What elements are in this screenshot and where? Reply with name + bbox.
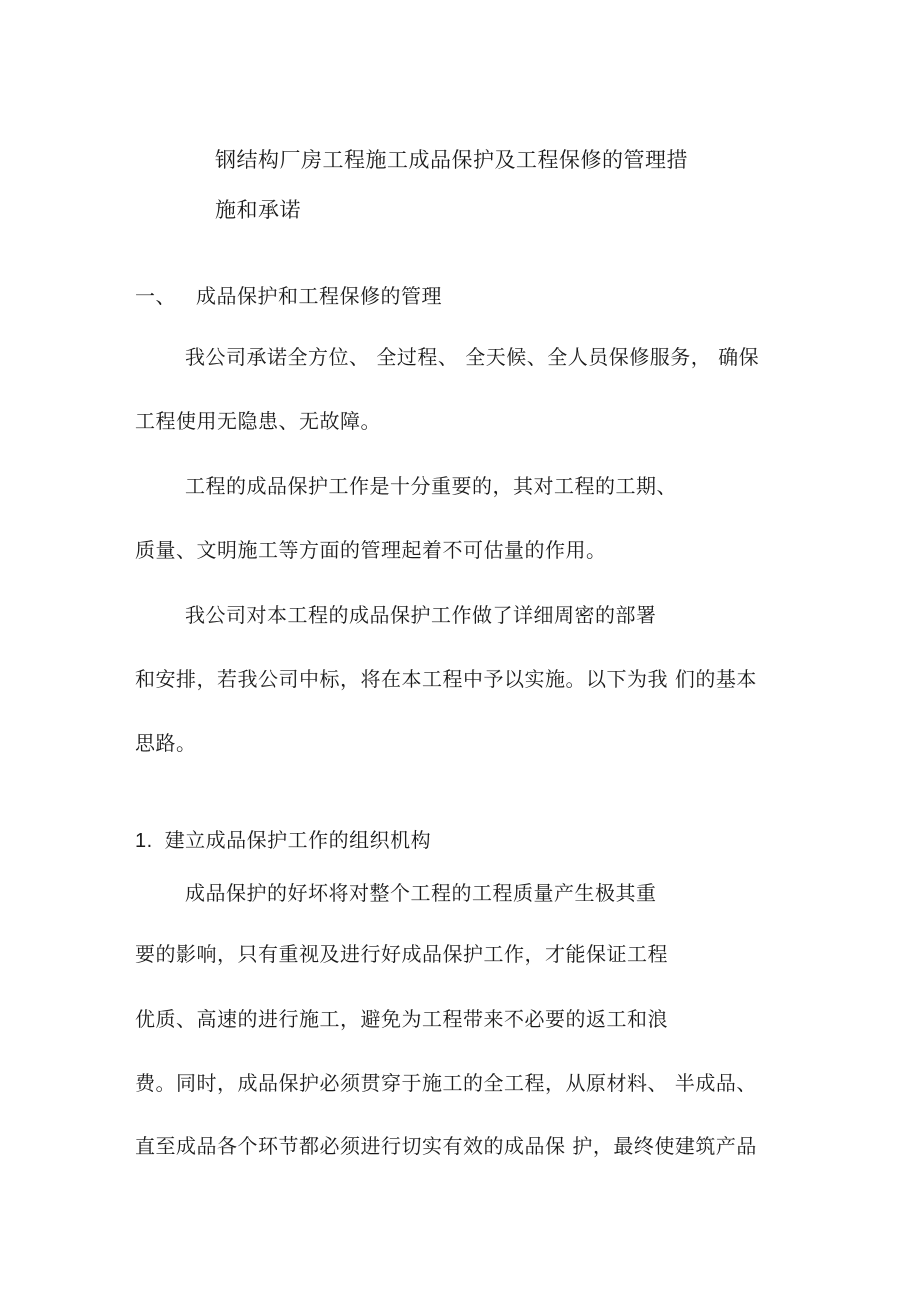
subsection-number: 1. [135,830,153,852]
paragraph-2-line-2: 质量、文明施工等方面的管理起着不可估量的作用。 [135,538,607,562]
paragraph-4-line-2: 要的影响，只有重视及进行好成品保护工作，才能保证工程 [135,942,668,966]
paragraph-3-line-3: 思路。 [135,731,197,755]
paragraph-2-line-1: 工程的成品保护工作是十分重要的，其对工程的工期、 [185,474,677,498]
section-heading-text: 成品保护和工程保修的管理 [196,284,442,308]
section-heading-1 [135,282,442,310]
paragraph-4-line-1: 成品保护的好坏将对整个工程的工程质量产生极其重 [185,881,657,905]
paragraph-3-line-1: 我公司对本工程的成品保护工作做了详细周密的部署 [185,603,657,627]
paragraph-3-line-2: 和安排，若我公司中标，将在本工程中予以实施。以下为我 们的基本 [135,667,757,691]
title-line-1: 钢结构厂房工程施工成品保护及工程保修的管理措 [215,148,688,172]
paragraph-4-line-3: 优质、高速的进行施工，避免为工程带来不必要的返工和浪 [135,1007,668,1031]
paragraph-4-line-4: 费。同时，成品保护必须贯穿于施工的全工程，从原材料、 半成品、 [135,1071,757,1095]
title-line-2: 施和承诺 [215,198,301,222]
paragraph-1-line-2: 工程使用无隐患、无故障。 [135,409,381,433]
paragraph-1-line-1: 我公司承诺全方位、 全过程、 全天候、全人员保修服务， 确保 [185,345,760,369]
subsection-heading-1 [135,826,431,855]
subsection-heading-text: 建立成品保护工作的组织机构 [164,828,432,852]
paragraph-4-line-5: 直至成品各个环节都必须进行切实有效的成品保 护，最终使建筑产品 [135,1134,757,1158]
section-number: 一、 [135,284,176,308]
